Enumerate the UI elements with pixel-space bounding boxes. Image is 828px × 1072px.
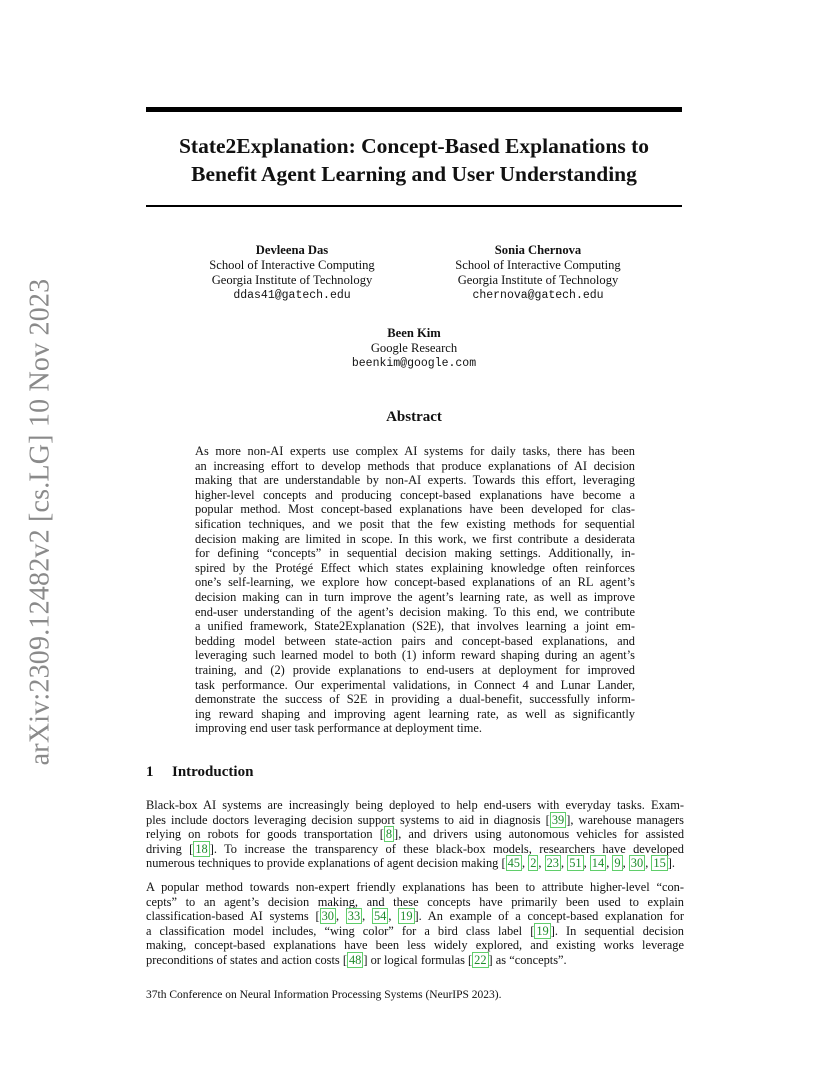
author-name: Been Kim: [387, 326, 441, 340]
citation-link[interactable]: 51: [569, 856, 582, 871]
abstract-line: end-user understanding of the agent’s decision making. To this end, we contribute: [195, 604, 635, 619]
abstract-line: task performance. Our experimental validations, in Connect 4 and Lunar Lander,: [195, 677, 635, 692]
citation-link[interactable]: 30: [321, 909, 334, 924]
intro-paragraph: [146, 798, 684, 871]
abstract-line: making that are understandable by non-AI experts. Towards this effort, leveraging: [195, 473, 635, 488]
author-affiliation: Georgia Institute of Technology: [211, 273, 373, 287]
abstract-line: ing reward shaping and improving agent learning rate, as well as significantly: [195, 706, 635, 721]
section-number: 1: [146, 764, 154, 780]
author-name: Sonia Chernova: [494, 243, 582, 257]
paragraph-line: classification-based AI systems [ 30 , 33 , 54 , 19 ]. An example of a concept-based explanation for: [146, 909, 684, 924]
paragraph-line: numerous techniques to provide explanations of agent decision making [ 45 , 2 , 23 , 51 , 14 , 9 , 30 , 15 ].: [146, 856, 676, 871]
abstract-line: a unified framework, State2Explanation (S2E), that involves learning a joint em-: [195, 619, 635, 634]
citation-link[interactable]: 33: [347, 909, 361, 924]
title-line: Benefit Agent Learning and User Understanding: [191, 162, 637, 186]
author-name: Devleena Das: [255, 243, 329, 257]
citation-link[interactable]: 48: [348, 952, 362, 967]
arxiv-stamp-text: arXiv:2309.12482v2 [cs.LG] 10 Nov 2023: [24, 278, 55, 766]
author-affiliation: Google Research: [370, 341, 458, 355]
abstract-line: training, and (2) provide explanations to end-users at deployment for improved: [195, 662, 635, 677]
conference-footer: 37th Conference on Neural Information Processing Systems (NeurIPS 2023).: [146, 989, 502, 1001]
citation-link[interactable]: 54: [373, 909, 387, 924]
author-block: [190, 243, 394, 303]
paragraph-line: making, concept-based explanations have been less widely explored, and existing works leverage: [146, 938, 684, 953]
paragraph-line: driving [ 18 ]. To increase the transparency of these black-box models, researchers have developed: [146, 841, 684, 856]
citation-link[interactable]: 19: [536, 923, 549, 938]
citation-link[interactable]: 2: [530, 856, 537, 871]
citation-link[interactable]: 39: [551, 812, 565, 827]
abstract-line: one’s self-learning, we explore how concept-based explanations of an RL agent’s: [195, 575, 635, 590]
abstract-heading: Abstract: [386, 409, 442, 425]
author-email[interactable]: chernova@gatech.edu: [472, 289, 604, 302]
arxiv-stamp: [14, 278, 66, 766]
section-title: Introduction: [172, 764, 254, 780]
citation-link[interactable]: 14: [591, 856, 605, 871]
citation-link[interactable]: 22: [474, 952, 487, 967]
citation-link[interactable]: 23: [546, 856, 559, 871]
abstract-line: leveraging such learned model to both (1) inform reward shaping during an agent’s: [195, 648, 635, 663]
paper-title: [146, 132, 682, 188]
title-rule-top: [146, 107, 682, 112]
abstract-line: an increasing effort to develop methods that produce explanations of AI decision: [195, 458, 635, 473]
abstract-line: higher-level concepts and producing concept-based explanations have become a: [195, 487, 635, 502]
paragraph-line: Black-box AI systems are increasingly being deployed to help end-users with everyday tasks. Exam-: [146, 798, 684, 812]
author-affiliation: Georgia Institute of Technology: [457, 273, 619, 287]
abstract-line: for defining “concepts” in sequential decision making settings. Additionally, in-: [195, 546, 635, 561]
abstract-line: popular method. Most concept-based explanations have been developed for clas-: [195, 502, 635, 517]
author-affiliation: School of Interactive Computing: [209, 258, 375, 272]
author-email[interactable]: ddas41@gatech.edu: [233, 289, 351, 302]
citation-link[interactable]: 15: [653, 856, 666, 871]
paragraph-line: relying on robots for goods transportation [ 8 ], and drivers using autonomous vehicles for assisted: [146, 827, 685, 842]
citation-link[interactable]: 30: [630, 856, 644, 871]
abstract-line: decision making are limited in scope. In this work, we first contribute a desiderata: [195, 531, 635, 546]
abstract-line: demonstrate the success of S2E in providing a dual-benefit, successfully inform-: [195, 692, 635, 707]
title-rule-bottom: [146, 205, 682, 207]
author-email[interactable]: beenkim@google.com: [351, 357, 477, 370]
section-heading: [146, 764, 253, 781]
author-affiliation: School of Interactive Computing: [455, 258, 621, 272]
paragraph-line: A popular method towards non-expert friendly explanations has been to attribute higher-level “con-: [146, 880, 684, 894]
title-line: State2Explanation: Concept-Based Explanations to: [178, 134, 650, 158]
paragraph-line: a classification model includes, “wing color” for a bird class label [ 19 ]. In sequential decision: [146, 923, 684, 938]
abstract-line: spired by the Protégé Effect which states explaining knowledge often reinforces: [195, 560, 635, 575]
abstract-line: bedding model between state-action pairs and concept-based explanations, and: [195, 633, 635, 648]
abstract-line: improving end user task performance at deployment time.: [195, 721, 482, 736]
author-block: [436, 243, 640, 303]
intro-paragraph: [146, 880, 684, 968]
paragraph-line: ples include doctors leveraging decision support systems to aid in diagnosis [ 39 ], warehouse managers: [146, 812, 684, 827]
author-block: [312, 326, 516, 371]
citation-link[interactable]: 19: [400, 909, 413, 924]
citation-link[interactable]: 45: [507, 856, 520, 871]
citation-link[interactable]: 8: [385, 827, 393, 842]
citation-link[interactable]: 18: [195, 841, 208, 856]
abstract-line: As more non-AI experts use complex AI systems for daily tasks, there has been: [195, 444, 635, 458]
paragraph-line: cepts” to an agent’s decision making, and these concepts have primarily been used to explain: [146, 894, 684, 909]
abstract-body: [195, 444, 635, 736]
abstract-line: sification techniques, and we posit that the few existing methods for sequential: [195, 516, 635, 531]
paragraph-line: preconditions of states and action costs [ 48 ] or logical formulas [ 22 ] as “concepts”.: [146, 952, 567, 967]
citation-link[interactable]: 9: [614, 856, 621, 871]
abstract-line: decision making can in turn improve the agent’s learning rate, as well as improve: [195, 589, 635, 604]
